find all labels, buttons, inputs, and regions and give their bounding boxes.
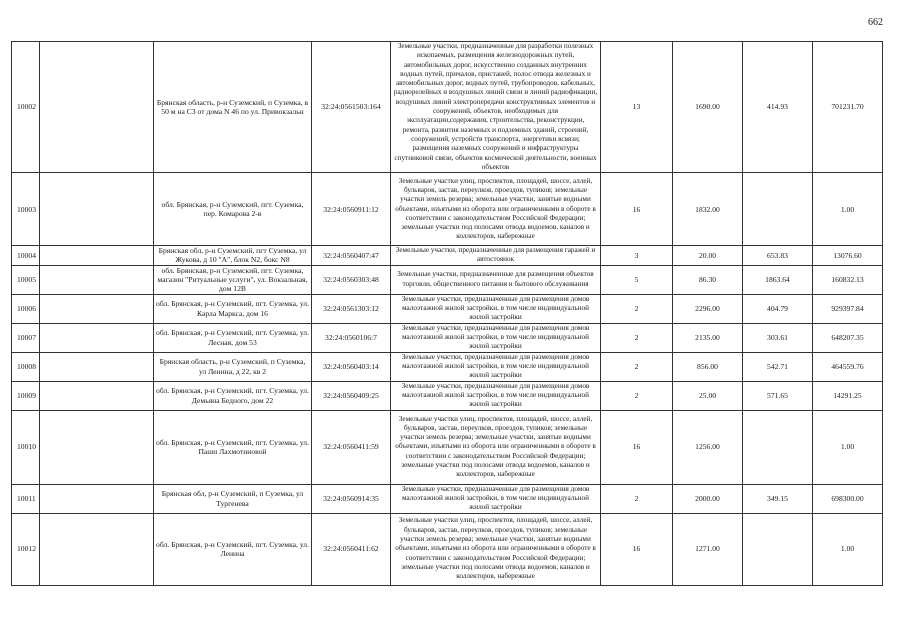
record-number-cell: 10009	[12, 381, 40, 410]
record-number-cell: 10004	[12, 246, 40, 266]
cadastral-number-cell: 32:24:0561303:12	[312, 294, 391, 323]
cadastral-value-cell: 701231.70	[813, 42, 883, 173]
address-cell: Брянская область, р-н Суземский, п Суземка, в 50 м на СЗ от дома N 46 по ул. Привокзальн	[154, 42, 312, 173]
group-number-cell: 16	[601, 513, 673, 585]
cadastral-value-cell: 929397.84	[813, 294, 883, 323]
empty-cell	[40, 381, 154, 410]
cadastral-value-cell: 464559.76	[813, 352, 883, 381]
table-row	[12, 42, 883, 173]
address-cell: обл. Брянская, р-н Суземский, пгт. Суземка, ул. Лесная, дом 53	[154, 323, 312, 352]
land-use-cell: Земельные участки, предназначенные для размещения домов малоэтажной жилой застройки, в том числе индивидуальной жилой застройки	[391, 484, 601, 513]
area-cell: 1271.00	[673, 513, 743, 585]
address-cell: обл. Брянская, р-н Суземский, пгт. Суземка, ул. Демьяна Бедного, дом 22	[154, 381, 312, 410]
empty-cell	[40, 323, 154, 352]
area-cell: 1832.00	[673, 173, 743, 246]
record-number-cell: 10005	[12, 265, 40, 294]
group-number-cell: 2	[601, 381, 673, 410]
land-use-cell: Земельные участки, предназначенные для размещения домов малоэтажной жилой застройки, в том числе индивидуальной жилой застройки	[391, 323, 601, 352]
address-cell: обл. Брянская, р-н Суземский, пгт. Суземка, пер. Комарова 2-в	[154, 173, 312, 246]
land-plots-table	[11, 41, 883, 586]
land-use-cell: Земельные участки улиц, проспектов, площадей, шоссе, аллей, бульваров, застав, переулков, проездов, тупиков; земельные участки земель резерва; земельные участки, занятые водными объектами, изъятыми из оборота или ограниченными в обороте в соответствии с законодательством Российской Федерации; земельные участки под полосами отвода водоемов, каналов и коллекторов, набережные	[391, 513, 601, 585]
cadastral-number-cell: 32:24:0560911:12	[312, 173, 391, 246]
table-row	[12, 381, 883, 410]
table-row	[12, 265, 883, 294]
table-row	[12, 323, 883, 352]
cadastral-value-cell: 1.00	[813, 173, 883, 246]
table-body	[12, 42, 883, 586]
specific-value-cell	[743, 173, 813, 246]
record-number-cell: 10007	[12, 323, 40, 352]
specific-value-cell: 303.61	[743, 323, 813, 352]
cadastral-number-cell: 32:24:0560303:48	[312, 265, 391, 294]
land-use-cell: Земельные участки, предназначенные для размещения объектов торговли, общественного питания и бытового обслуживания	[391, 265, 601, 294]
empty-cell	[40, 294, 154, 323]
cadastral-value-cell: 648207.35	[813, 323, 883, 352]
record-number-cell: 10003	[12, 173, 40, 246]
area-cell: 856.00	[673, 352, 743, 381]
record-number-cell: 10002	[12, 42, 40, 173]
cadastral-number-cell: 32:24:0560407:47	[312, 246, 391, 266]
land-use-cell: Земельные участки, предназначенные для разработки полезных ископаемых, размещения железнодорожных путей, автомобильных дорог, искусственно созданных внутренних водных путей, причалов, пристаней, полос отвода железных и автомобильных дорог, водных путей, трубопроводов, кабельных, радиорелейных и воздушных линий связи и линий радиофикации, воздушных линий электропередачи конструктивных элементов и сооружений, объектов, необходимых для эксплуатации,содержания, строительства, реконструкции, ремонта, развития наземных и подземных зданий, строений, сооружений, устройств транспорта, энергетики всвязи; размещения наземных сооружений и инфраструктуры спутниковой связи, объектов космической деятельности, военных объектов	[391, 42, 601, 173]
specific-value-cell	[743, 513, 813, 585]
group-number-cell: 16	[601, 410, 673, 484]
table-row	[12, 246, 883, 266]
area-cell: 25.00	[673, 381, 743, 410]
table-row	[12, 173, 883, 246]
group-number-cell: 2	[601, 323, 673, 352]
specific-value-cell: 542.71	[743, 352, 813, 381]
empty-cell	[40, 410, 154, 484]
cadastral-value-cell: 1.00	[813, 410, 883, 484]
cadastral-value-cell: 14291.25	[813, 381, 883, 410]
group-number-cell: 16	[601, 173, 673, 246]
cadastral-number-cell: 32:24:0560411:62	[312, 513, 391, 585]
cadastral-value-cell: 698300.00	[813, 484, 883, 513]
specific-value-cell: 571.65	[743, 381, 813, 410]
cadastral-number-cell: 32:24:0560409:25	[312, 381, 391, 410]
land-use-cell: Земельные участки улиц, проспектов, площадей, шоссе, аллей, бульваров, застав, переулков, проездов, тупиков; земельные участки земель резерва; земельные участки, занятые водными объектами, изъятыми из оборота или ограниченными в обороте в соответствии с законодательством Российской Федерации; земельные участки под полосами отвода водоемов, каналов и коллекторов, набережные	[391, 410, 601, 484]
table-row	[12, 513, 883, 585]
land-use-cell: Земельные участки, предназначенные для размещения гаражей и автостоянок	[391, 246, 601, 266]
cadastral-number-cell: 32:24:0560914:35	[312, 484, 391, 513]
group-number-cell: 3	[601, 246, 673, 266]
record-number-cell: 10010	[12, 410, 40, 484]
empty-cell	[40, 173, 154, 246]
group-number-cell: 2	[601, 294, 673, 323]
address-cell: обл. Брянская, р-н Суземский, пгт. Суземка, ул. Паши Лахмотиновой	[154, 410, 312, 484]
empty-cell	[40, 352, 154, 381]
area-cell: 1690.00	[673, 42, 743, 173]
empty-cell	[40, 246, 154, 266]
record-number-cell: 10006	[12, 294, 40, 323]
table-row	[12, 294, 883, 323]
group-number-cell: 13	[601, 42, 673, 173]
table-row	[12, 410, 883, 484]
group-number-cell: 5	[601, 265, 673, 294]
cadastral-value-cell: 13076.60	[813, 246, 883, 266]
specific-value-cell: 404.79	[743, 294, 813, 323]
cadastral-number-cell: 32:24:0561503:164	[312, 42, 391, 173]
land-use-cell: Земельные участки, предназначенные для размещения домов малоэтажной жилой застройки, в том числе индивидуальной жилой застройки	[391, 294, 601, 323]
cadastral-value-cell: 160832.13	[813, 265, 883, 294]
area-cell: 2000.00	[673, 484, 743, 513]
address-cell: Брянская обл, р-н Суземский, пгт Суземка, ул Жукова, д 10 "А", блок N2, бокс N8	[154, 246, 312, 266]
specific-value-cell: 1863.64	[743, 265, 813, 294]
record-number-cell: 10011	[12, 484, 40, 513]
area-cell: 1256.00	[673, 410, 743, 484]
land-use-cell: Земельные участки, предназначенные для размещения домов малоэтажной жилой застройки, в том числе индивидуальной жилой застройки	[391, 352, 601, 381]
page-number: 662	[868, 17, 883, 28]
address-cell: Брянская область, р-н Суземский, п Суземка, ул Ленина, д 22, кв 2	[154, 352, 312, 381]
specific-value-cell	[743, 410, 813, 484]
empty-cell	[40, 484, 154, 513]
table-row	[12, 352, 883, 381]
group-number-cell: 2	[601, 484, 673, 513]
group-number-cell: 2	[601, 352, 673, 381]
specific-value-cell: 653.83	[743, 246, 813, 266]
cadastral-number-cell: 32:24:0560411:59	[312, 410, 391, 484]
address-cell: обл. Брянская, р-н Суземский, пгт. Суземка, магазин "Ритуальные услуги", ул. Вокзальная, дом 12В	[154, 265, 312, 294]
cadastral-value-cell: 1.00	[813, 513, 883, 585]
empty-cell	[40, 513, 154, 585]
cadastral-number-cell: 32:24:0560106:7	[312, 323, 391, 352]
address-cell: Брянская обл, р-н Суземский, п Суземка, ул Тургенева	[154, 484, 312, 513]
record-number-cell: 10012	[12, 513, 40, 585]
address-cell: обл. Брянская, р-н Суземский, пгт. Суземка, ул. Ленина	[154, 513, 312, 585]
area-cell: 20.00	[673, 246, 743, 266]
empty-cell	[40, 265, 154, 294]
area-cell: 2296.00	[673, 294, 743, 323]
area-cell: 2135.00	[673, 323, 743, 352]
table-row	[12, 484, 883, 513]
address-cell: обл. Брянская, р-н Суземский, пгт. Суземка, ул. Карла Маркса, дом 16	[154, 294, 312, 323]
land-use-cell: Земельные участки улиц, проспектов, площадей, шоссе, аллей, бульваров, застав, переулков, проездов, тупиков; земельные участки земель резерва; земельные участки, занятые водными объектами, изъятыми из оборота или ограниченными в обороте в соответствии с законодательством Российской Федерации; земельные участки под полосами отвода водоемов, каналов и коллекторов, набережные	[391, 173, 601, 246]
record-number-cell: 10008	[12, 352, 40, 381]
empty-cell	[40, 42, 154, 173]
land-use-cell: Земельные участки, предназначенные для размещения домов малоэтажной жилой застройки, в том числе индивидуальной жилой застройки	[391, 381, 601, 410]
area-cell: 86.30	[673, 265, 743, 294]
specific-value-cell: 414.93	[743, 42, 813, 173]
cadastral-number-cell: 32:24:0560403:14	[312, 352, 391, 381]
specific-value-cell: 349.15	[743, 484, 813, 513]
